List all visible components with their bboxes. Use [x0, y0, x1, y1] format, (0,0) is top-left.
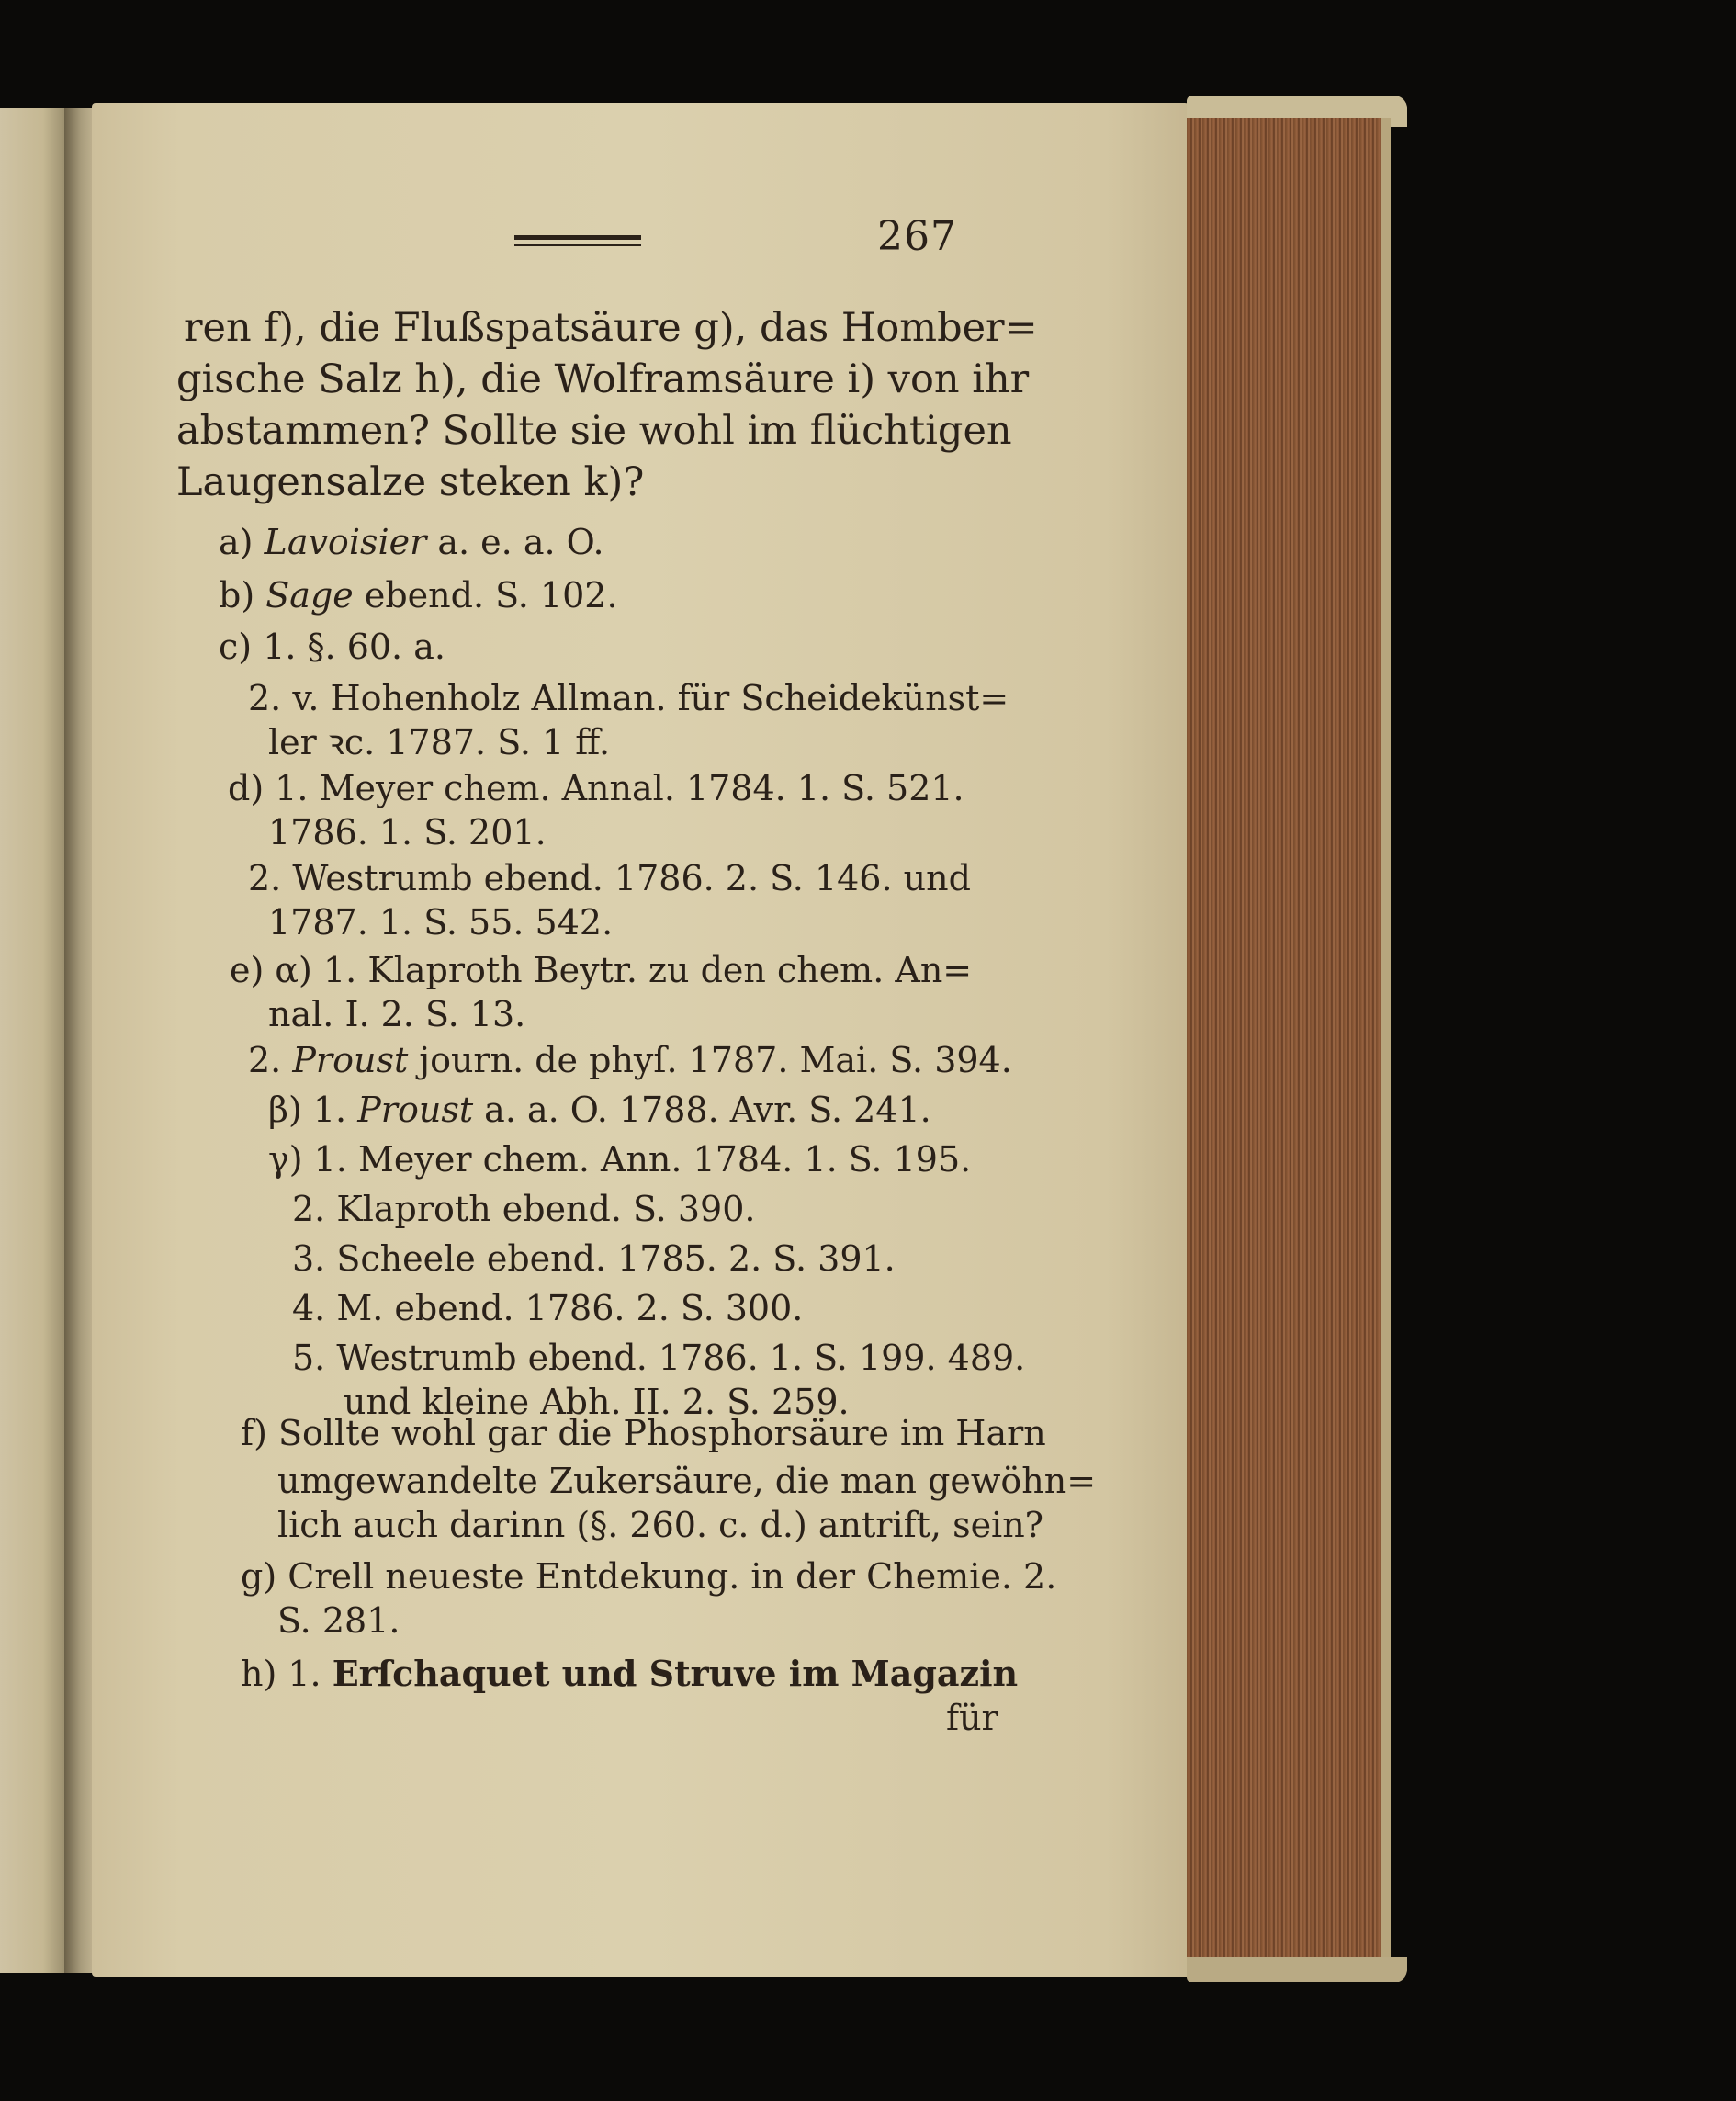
footnote-c2 [248, 676, 1009, 720]
header-rule [514, 235, 641, 240]
footnote-e-gamma4 [292, 1286, 803, 1330]
footnote-mark: b) [219, 575, 255, 616]
footnote-g-cont: S. 281. [277, 1600, 400, 1641]
footnote-author: Sage [265, 575, 354, 616]
footnote-text: Crell neueste Entdekung. in der Chemie. 2. [287, 1556, 1057, 1597]
footnote-author: Proust [357, 1090, 474, 1130]
footnote-text: journ. de phyſ. 1787. Mai. S. 394. [408, 1040, 1012, 1080]
footnote-e-gamma2 [292, 1187, 755, 1231]
footnote-text: Klaproth Beytr. zu den chem. An= [367, 950, 973, 990]
footnote-d1 [228, 766, 964, 810]
footnote-text: 1. §. 60. a. [263, 627, 445, 667]
footnote-text: 1. Meyer chem. Annal. 1784. 1. S. 521. [275, 768, 964, 808]
footnote-mark: 2. [292, 1189, 326, 1229]
header-rule-thin [514, 244, 641, 246]
footnote-h [241, 1652, 1018, 1696]
footnote-text: a. a. O. 1788. Avr. S. 241. [473, 1090, 931, 1130]
body-line-4: Laugensalze steken k)? [176, 459, 645, 505]
footnote-mark: 2. [248, 858, 282, 898]
body-line-2: gische Salz h), die Wolframsäure i) von ihr [176, 356, 1030, 402]
footnote-mark: 2. [248, 1040, 282, 1080]
footnote-mark: d) [228, 768, 265, 808]
left-page-edge [0, 108, 72, 1973]
footnote-mark: g) [241, 1556, 277, 1597]
footnote-d2-cont: 1787. 1. S. 55. 542. [268, 902, 614, 943]
footnote-author: Lavoisier [264, 522, 427, 562]
body-line-3: abstammen? Sollte sie wohl im flüchtigen [176, 408, 1012, 454]
footnote-c1 [219, 625, 445, 669]
footnote-g [241, 1554, 1056, 1598]
footnote-text: Scheele ebend. 1785. 2. S. 391. [336, 1238, 896, 1279]
footnote-text: Westrumb ebend. 1786. 2. S. 146. und [292, 858, 971, 898]
footnote-f-cont2: lich auch darinn (§. 260. c. d.) antrift, sein? [277, 1505, 1044, 1545]
footnote-mark: c) [219, 627, 253, 667]
footnote-text: M. ebend. 1786. 2. S. 300. [336, 1288, 804, 1328]
footnote-mark: f) [241, 1413, 267, 1453]
footnote-f [241, 1411, 1046, 1455]
footnote-a [219, 520, 604, 564]
footnote-text: Sollte wohl gar die Phosphorsäure im Harn [277, 1413, 1046, 1453]
footnote-text: Erſchaquet und Struve im Magazin [332, 1653, 1019, 1694]
footnote-author: Proust [292, 1040, 409, 1080]
footnote-e-alpha1 [230, 948, 972, 992]
footnote-f-cont1: umgewandelte Zukersäure, die man gewöhn= [277, 1461, 1097, 1501]
footnote-e-beta [268, 1088, 931, 1132]
footnote-b [219, 573, 618, 617]
footnote-c2-cont: ler ꝛc. 1787. S. 1 ff. [268, 722, 611, 762]
footnote-mark: 5. [292, 1338, 326, 1378]
body-line-1: ren f), die Flußspatsäure g), das Homber= [184, 305, 1038, 351]
footnote-d2 [248, 856, 971, 900]
footnote-e-gamma5-cont: und kleine Abh. II. 2. S. 259. [344, 1382, 850, 1422]
footnote-text: Westrumb ebend. 1786. 1. S. 199. 489. [336, 1338, 1026, 1378]
footnote-text: a. e. a. O. [426, 522, 604, 562]
footnote-e-gamma5 [292, 1336, 1025, 1380]
footnote-mark: h) 1. [241, 1654, 321, 1694]
footnote-text: v. Hohenholz Allman. für Scheidekünst= [292, 678, 1009, 718]
footnote-mark: γ) 1. [268, 1139, 347, 1180]
footnote-mark: e) α) 1. [230, 950, 357, 990]
footnote-e-gamma3 [292, 1237, 896, 1281]
page-block-edge [1187, 118, 1391, 1964]
footnote-e-alpha1-cont: nal. I. 2. S. 13. [268, 994, 526, 1034]
footnote-mark: β) 1. [268, 1090, 347, 1130]
footnote-text: Klaproth ebend. S. 390. [336, 1189, 756, 1229]
footnote-mark: 3. [292, 1238, 326, 1279]
page-number: 267 [877, 213, 957, 260]
footnote-mark: a) [219, 522, 254, 562]
footnote-e-gamma1 [268, 1137, 971, 1181]
footnote-text: Meyer chem. Ann. 1784. 1. S. 195. [357, 1139, 972, 1180]
footnote-d1-cont: 1786. 1. S. 201. [268, 812, 547, 853]
footnote-mark: 4. [292, 1288, 326, 1328]
page-block-bottom [1187, 1957, 1407, 1982]
catchword: für [946, 1698, 998, 1738]
footnote-text: ebend. S. 102. [353, 575, 618, 616]
footnote-e-alpha2 [248, 1038, 1012, 1082]
footnote-mark: 2. [248, 678, 282, 718]
